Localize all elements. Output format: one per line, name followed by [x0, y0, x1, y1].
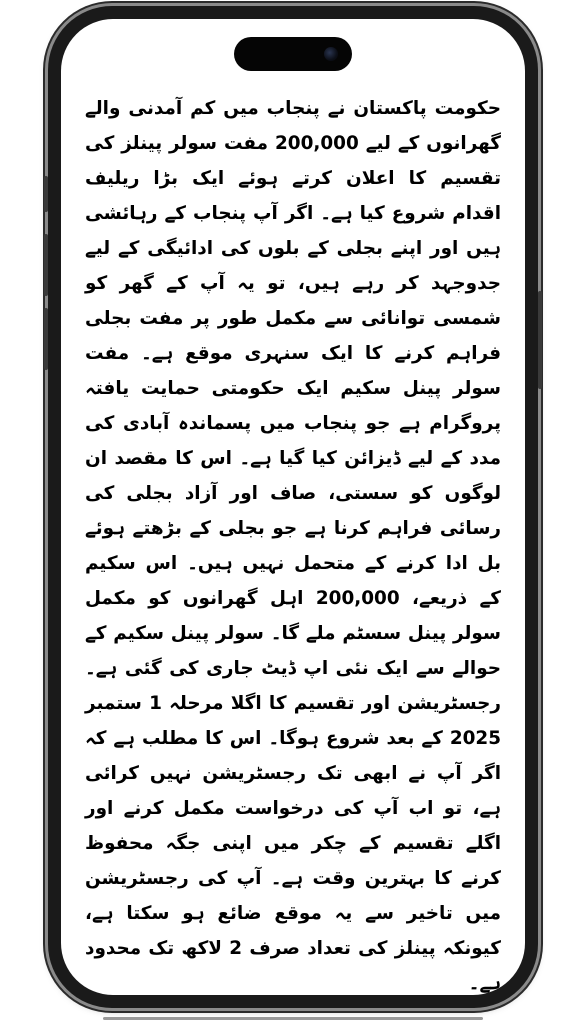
volume-up-button: [44, 234, 48, 296]
dynamic-island: [234, 37, 352, 71]
phone-shadow-line: [103, 1017, 483, 1020]
phone-frame: [48, 6, 538, 1008]
silent-switch: [44, 176, 48, 212]
phone-screen: [61, 19, 525, 995]
volume-down-button: [44, 308, 48, 370]
article-body: حکومت پاکستان نے پنجاب میں کم آمدنی والے گھرانوں کے لیے 200,000 مفت سولر پینلز کی تقسیم کا اعلان کرتے ہوئے ایک بڑا ریلیف اقدام شروع کیا ہے۔ اگر آپ پنجاب کے رہائشی ہیں اور اپنے بجلی کے بلوں کی ادائیگی کے لیے جدوجہد کر رہے ہیں، تو یہ آپ کے گھر کو شمسی توانائی سے مکمل طور پر مفت بجلی فراہم کرنے کا ایک سنہری موقع ہے۔ مفت سولر پینل سکیم ایک حکومتی حمایت یافتہ پروگرام ہے جو پنجاب میں پسماندہ آبادی کی مدد کے لیے ڈیزائن کیا گیا ہے۔ اس کا مقصد ان لوگوں کو سستی، صاف اور آزاد بجلی کی رسائی فراہم کرنا ہے جو بجلی کے بڑھتے ہوئے بل ادا کرنے کے متحمل نہیں ہیں۔ اس سکیم کے ذریعے، 200,000 اہل گھرانوں کو مکمل سولر پینل سسٹم ملے گا۔ سولر پینل سکیم کے حوالے سے ایک نئی اپ ڈیٹ جاری کی گئی ہے۔ رجسٹریشن اور تقسیم کا اگلا مرحلہ 1 ستمبر 2025 کے بعد شروع ہوگا۔ اس کا مطلب ہے کہ اگر آپ نے ابھی تک رجسٹریشن نہیں کرائی ہے، تو اب آپ کی درخواست مکمل کرنے اور اگلے تقسیم کے چکر میں اپنی جگہ محفوظ کرنے کا بہترین وقت ہے۔ آپ کی رجسٹریشن میں تاخیر سے یہ موقع ضائع ہو سکتا ہے، کیونکہ پینلز کی تعداد صرف 2 لاکھ تک محدود ہے۔: [85, 98, 502, 994]
front-camera-icon: [324, 47, 338, 61]
article-text-block: [85, 91, 502, 994]
power-button: [538, 291, 542, 389]
